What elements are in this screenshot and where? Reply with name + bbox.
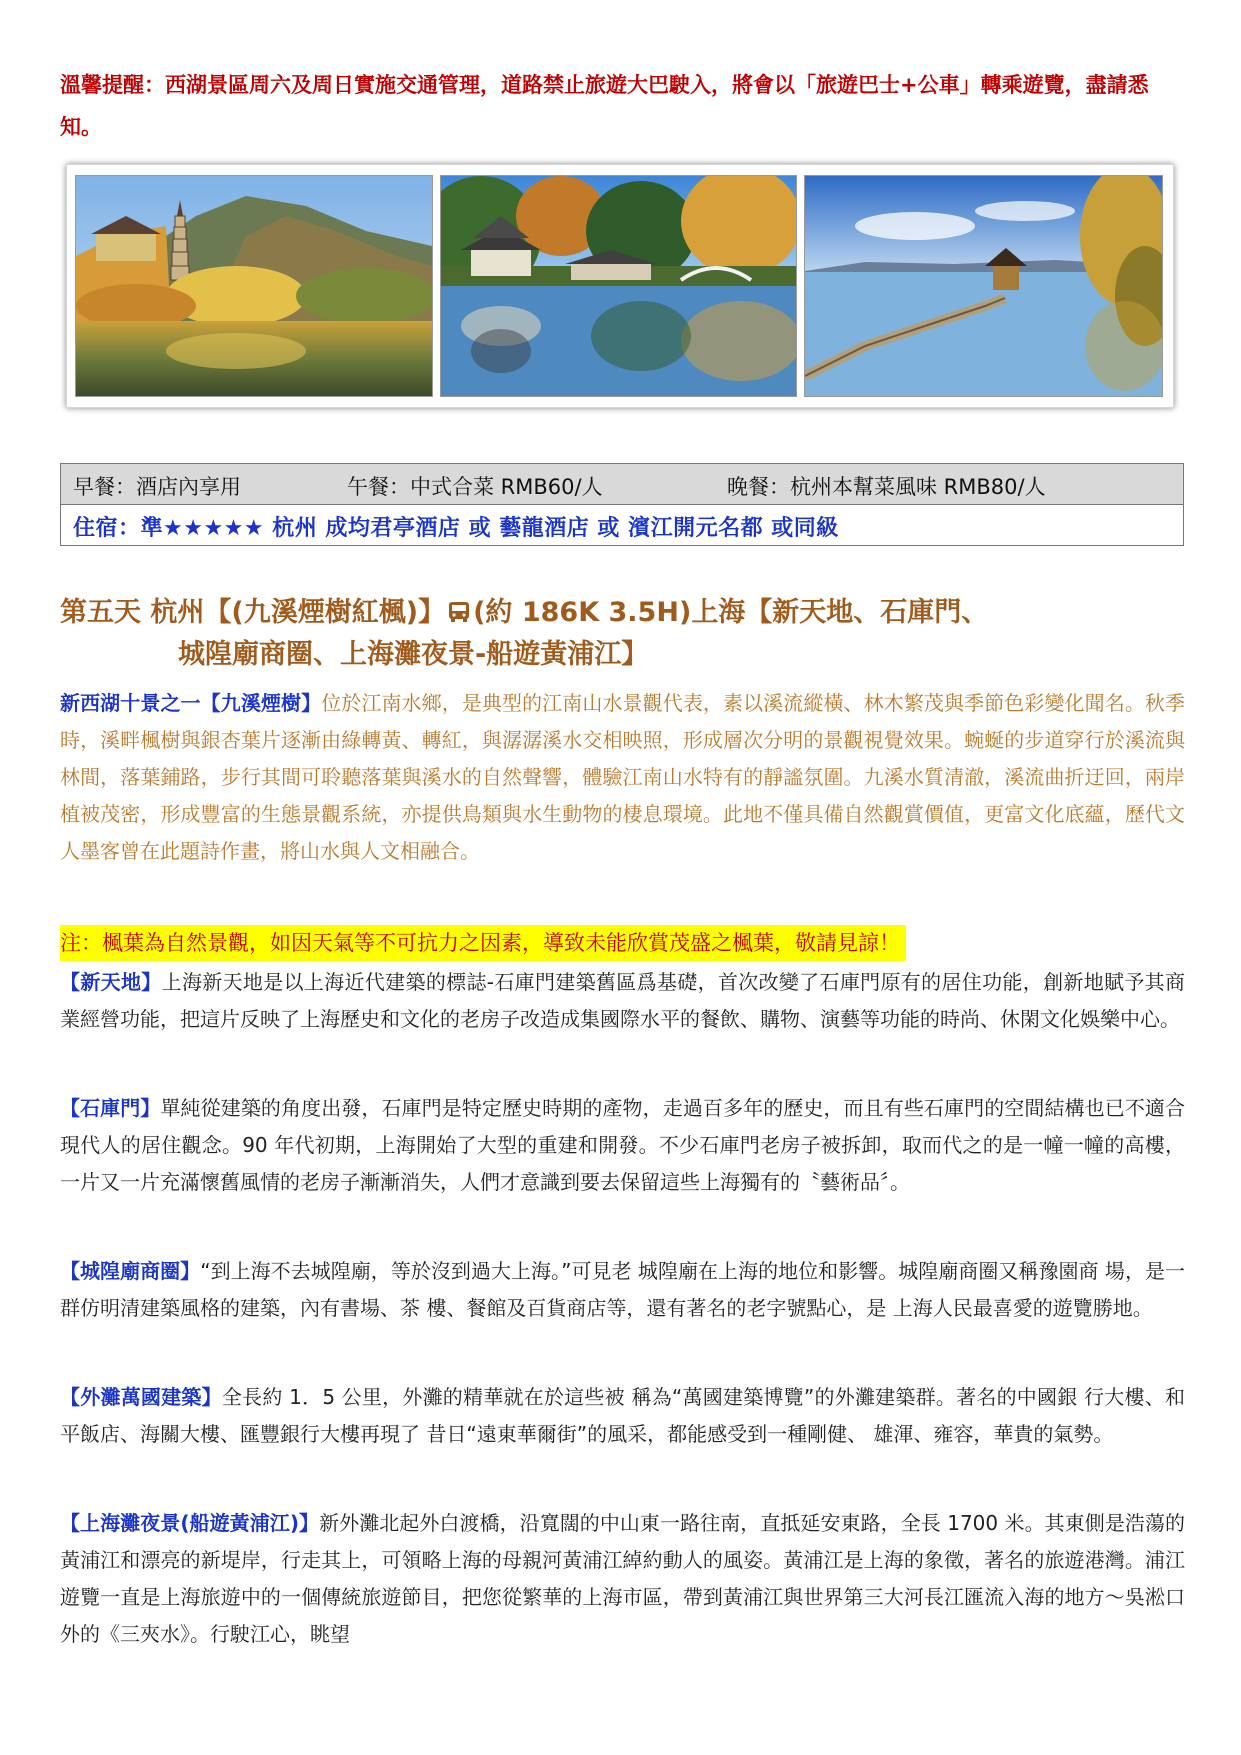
photo-strip — [66, 164, 1174, 408]
maple-note: 注：楓葉為自然景觀，如因天氣等不可抗力之因素，導致未能欣賞茂盛之楓葉，敬請見諒！ — [60, 925, 906, 961]
chenghuang-text: “到上海不去城隍廟，等於沒到過大上海。”可見老 城隍廟在上海的地位和影響。城隍廟商圈又稱豫園商 場，是一群仿明清建築風格的建築，內有書場、茶 樓、餐館及百貨商店等，還有著名的老字號點心，是 上海人民最喜愛的遊覽勝地。 — [60, 1259, 1186, 1320]
jiuxi-paragraph — [60, 685, 1185, 870]
pavilion-reflection-photo — [440, 175, 797, 397]
dinner-info: 晚餐：杭州本幫菜風味 RMB80/人 — [727, 475, 1046, 499]
waitan-tag: 【外灘萬國建築】 — [60, 1385, 222, 1409]
bus-icon — [447, 600, 471, 624]
chenghuang-tag: 【城隍廟商圈】 — [60, 1259, 201, 1283]
day-title-part2: (約 186K 3.5H)上海【新天地、石庫門、 — [473, 597, 989, 628]
xintiandi-tag: 【新天地】 — [60, 970, 162, 994]
meal-row — [61, 464, 1183, 505]
hotel-info: 住宿：準★★★★★ 杭州 成均君亭酒店 或 藝龍酒店 或 濱江開元名都 或同級 — [73, 516, 839, 541]
pagoda-autumn-lake-photo — [75, 175, 433, 397]
xintiandi-text: 上海新天地是以上海近代建築的標誌-石庫門建築舊區爲基礎，首次改變了石庫門原有的居住功能，創新地賦予其商業經營功能，把這片反映了上海歷史和文化的老房子改造成集國際水平的餐飲、購物、演藝等功能的時尚、休閑文化娛樂中心。 — [60, 970, 1186, 1031]
meals-table — [60, 463, 1184, 546]
day-title-line2: 城隍廟商圈、上海灘夜景-船遊黃浦江】 — [178, 639, 649, 670]
chenghuang-paragraph — [60, 1253, 1185, 1327]
shikumen-paragraph — [60, 1090, 1185, 1201]
west-lake-pier-photo — [804, 175, 1163, 397]
jiuxi-text: 位於江南水鄉，是典型的江南山水景觀代表，素以溪流縱橫、林木繁茂與季節色彩變化聞名。秋季時，溪畔楓樹與銀杏葉片逐漸由綠轉黃、轉紅，與潺潺溪水交相映照，形成層次分明的景觀視覺效果。蜿蜒的步道穿行於溪流與林間，落葉鋪路，步行其間可聆聽落葉與溪水的自然聲響，體驗江南山水特有的靜謐氛圍。九溪水質清澈，溪流曲折迂回，兩岸植被茂密，形成豐富的生態景觀系統，亦提供鳥類與水生動物的棲息環境。此地不僅具備自然觀賞價值，更富文化底蘊，歷代文人墨客曾在此題詩作畫，將山水與人文相融合。 — [60, 691, 1186, 863]
waitan-paragraph — [60, 1379, 1185, 1453]
jiuxi-lead: 新西湖十景之一【九溪煙樹】 — [60, 691, 322, 715]
night-view-text: 新外灘北起外白渡橋，沿寬闊的中山東一路往南，直抵延安東路，全長 1700 米。其東側是浩蕩的黃浦江和漂亮的新堤岸，行走其上，可領略上海的母親河黃浦江綽約動人的風姿。黃浦江是上海的象徵，著名的旅遊港灣。浦江遊覽一直是上海旅遊中的一個傳統旅遊節目，把您從繁華的上海市區，帶到黃浦江與世界第三大河長江匯流入海的地方～吳淞口外的《三夾水》。行駛江心，眺望 — [60, 1511, 1185, 1646]
night-view-tag: 【上海灘夜景(船遊黃浦江)】 — [60, 1511, 320, 1535]
shikumen-text: 單純從建築的角度出發，石庫門是特定歷史時期的產物，走過百多年的歷史，而且有些石庫門的空間結構也已不適合現代人的居住觀念。90 年代初期，上海開始了大型的重建和開發。不少石庫門老房子被拆卸，取而代之的是一幢一幢的高樓，一片又一片充滿懷舊風情的老房子漸漸消失，人們才意識到要去保留這些上海獨有的〝藝術品〞。 — [60, 1096, 1186, 1194]
night-view-paragraph — [60, 1505, 1185, 1653]
day-title-part1: 第五天 杭州【(九溪煙樹紅楓)】 — [60, 597, 446, 628]
lunch-info: 午餐：中式合菜 RMB60/人 — [347, 475, 603, 499]
hotel-row — [61, 505, 1183, 545]
xintiandi-paragraph — [60, 964, 1185, 1038]
breakfast-info: 早餐：酒店內享用 — [73, 475, 241, 499]
notice-text: 溫馨提醒：西湖景區周六及周日實施交通管理，道路禁止旅遊大巴駛入，將會以「旅遊巴士+公車」轉乘遊覽，盡請悉知。 — [60, 73, 1149, 139]
waitan-text: 全長約 1．5 公里，外灘的精華就在於這些被 稱為“萬國建築博覽”的外灘建築群。著名的中國銀 行大樓、和平飯店、海關大樓、匯豐銀行大樓再現了 昔日“遠東華爾街”的風采，都能感受到一種剛健、 雄渾、雍容，華貴的氣勢。 — [60, 1385, 1186, 1446]
day-title — [60, 592, 1200, 676]
shikumen-tag: 【石庫門】 — [60, 1096, 161, 1120]
